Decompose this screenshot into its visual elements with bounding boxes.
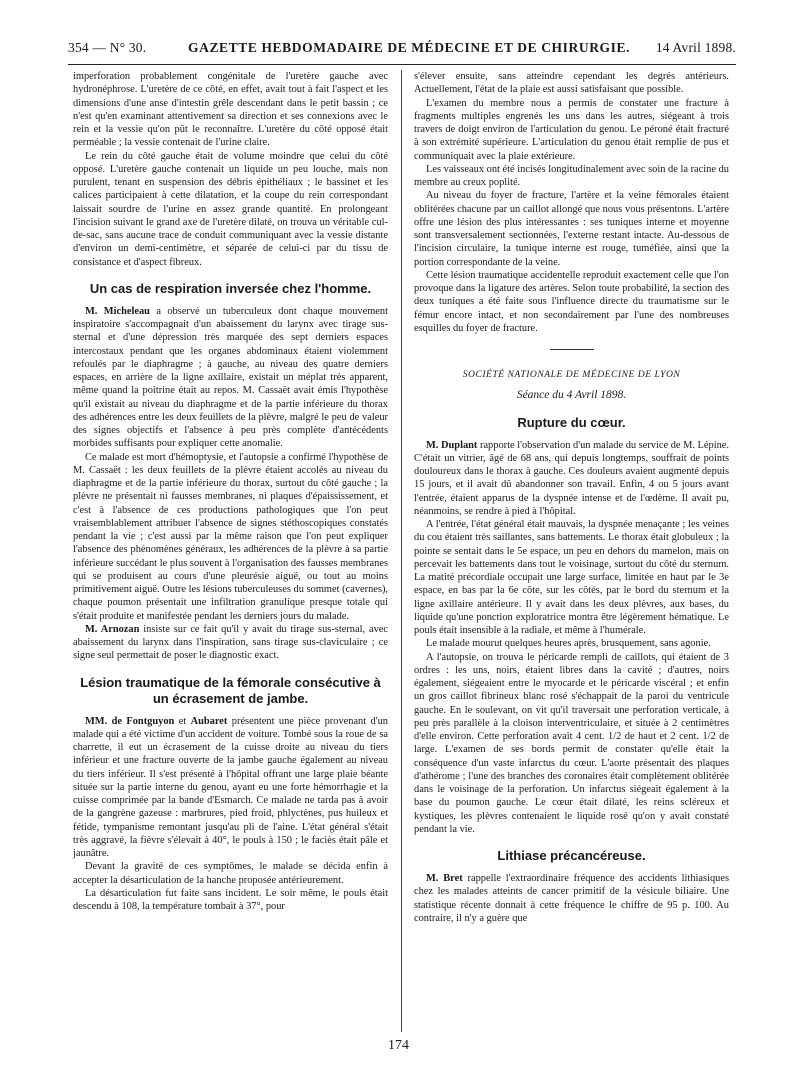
section-title: Rupture du cœur. [517, 414, 626, 430]
header-rule [68, 64, 736, 65]
paragraph: Devant la gravité de ces symptômes, le malade se décida enfin à accepter la désarticulation de la hanche proposée antérieurement. [73, 861, 388, 886]
paragraph: L'examen du membre nous a permis de constater une fracture à fragments multiples engrenés les uns dans les autres, siégeant à trois travers de doigt environ de l'articulation du genou. Le péroné était fracturé à son extrémité supérieure. L'articulation du genou était remplie de pus et communiquait avec la plaie extérieure. [414, 97, 729, 162]
society-heading: SOCIÉTÉ NATIONALE DE MÉDECINE DE LYON [462, 369, 681, 380]
session-date: Séance du 4 Avril 1898. [516, 389, 627, 402]
page-number: 174 [388, 1038, 409, 1053]
section-title: Lésion traumatique de la fémorale consécutive à un écrasement de jambe. [80, 674, 381, 706]
paragraph-text: rapporte l'observation d'un malade du service de M. Lépine. C'était un vitrier, âgé de 68 ans, qui depuis longtemps, souffrait de points douloureux dans le thorax à gauche. Ces douleurs avaient augmenté depuis 15 jours, et il avait dû abandonner son travail. Enfin, 4 ou 5 jours avant l'entrée, étaient apparus de la dyspnée intense et de l'œdème. Il avait pu, néanmoins, se rendre à pied à l'hôpital. [414, 439, 729, 517]
paragraph [73, 623, 388, 663]
paragraph: Le malade mourut quelques heures après, brusquement, sans agonie. [426, 638, 711, 650]
paragraph-text: rappelle l'extraordinaire fréquence des accidents lithiasiques chez les malades atteints de cancer primitif de la vésicule biliaire. Une statistique récente donnait à cette fréquence le chiffre de 95 p. 100. Au contraire, il n'y a guère que [414, 873, 729, 924]
paragraph: Le rein du côté gauche était de volume moindre que celui du côté opposé. L'uretère gauche contenait un liquide un peu louche, mais non purulent, tenant en suspension des débris épithéliaux ; le bassinet et les calices participaient à cette dilatation, et la coupe du rein correspondant laissait sourdre de l'urine en assez grande quantité. En prolongeant l'incision suivant le grand axe de l'uretère dilaté, on trouva un véritable cul-de-sac, sans aucune trace de conduit communiquant avec la vessie distante d'environ un demi-centimètre, et séparée de celui-ci par du tissu de consistance et d'aspect fibreux. [73, 150, 388, 268]
conjunction: et [174, 715, 191, 727]
paragraph [414, 439, 729, 519]
paragraph [414, 872, 729, 925]
speaker-name: MM. de Fontguyon [85, 715, 175, 727]
issue-number: 354 — N° 30. [68, 40, 147, 55]
speaker-name: M. Arnozan [85, 623, 140, 635]
section-separator [550, 349, 594, 350]
right-column [414, 70, 729, 925]
issue-date: 14 Avril 1898. [655, 40, 736, 55]
paragraph: A l'entrée, l'état général était mauvais, la dyspnée menaçante ; les veines du cou étaient très saillantes, sans battements. Le thorax était globuleux ; la pointe se sentait dans le 5e espace, un peu en dehors du mamelon, mais on percevait les battements dans tout le voisinage, surtout du côté du sternum. La matité précordiale occupait une large surface, limitée en haut par le 3e espace, en bas par la 6e côte, sur les côtés, par le bord du sternum et la ligne axillaire antérieure. Il y avait dans les deux plèvres, aux bases, du liquide qu'une ponction exploratrice montra être légèrement hématique. Le pouls était insensible à la radiale, et même à l'humérale. [414, 519, 729, 636]
paragraph: La désarticulation fut faite sans incident. Le soir même, le pouls était descendu à 108, la température tombait à 37°, pour [73, 887, 388, 912]
section-title: Un cas de respiration inversée chez l'homme. [89, 280, 372, 296]
paragraph-text: a observé un tuberculeux dont chaque mouvement inspiratoire s'accompagnait d'un abaissement du larynx avec tirage sus-sternal et d'une dépression très marquée des sept derniers espaces intercostaux pendant que les organes abdominaux étaient violemment refoulés par le diaphragme ; à gauche, au niveau des quatre derniers espaces, en arrière de la ligne axillaire, existait un méplat très apparent, même quand la poitrine était au repos. M. Cassaët avait émis l'hypothèse qu'il existait au niveau du diaphragme et de la partie inférieure du thorax des adhérences entre les deux feuillets de la plèvre, malgré le peu de valeur des signes objectifs et l'absence à peu près complète d'antécédents morbides suffisants pour expliquer cette anomalie. [73, 305, 389, 450]
paragraph: Cette lésion traumatique accidentelle reproduit exactement celle que l'on provoque dans la ligature des artères. Selon toute probabilité, la section des deux tuniques a été faite sous l'influence directe du traumatisme sur le fémur encore intact, et non secondairement par l'une des nombreuses esquilles du foyer de fracture. [414, 269, 729, 334]
running-header [68, 40, 736, 64]
speaker-name: M. Micheleau [85, 305, 150, 317]
paragraph: Ce malade est mort d'hémoptysie, et l'autopsie a confirmé l'hypothèse de M. Cassaët : les deux feuillets de la plèvre étaient accolés au niveau du diaphragme et de la partie inférieure du thorax, surtout du côté gauche ; la plèvre ne présentait ni fausses membranes, ni plaques d'épaississement, et c'est à l'absence de ces productions pathologiques que l'on peut vraisemblablement attribuer l'absence de signes stéthoscopiques constatés pendant la vie ; c'est aussi par la même raison que l'on peut expliquer l'absence des phénomènes généraux, les adhérences de la plèvre à sa partie inférieure succédant le plus souvent à l'organisation des fausses membranes qui se produisent au cours d'une pleurésie aiguë, ou tout au moins primitivement aiguë. Outre les lésions tuberculeuses du sommet (cavernes), chaque poumon présentait une infiltration granulique presque totale qui s'était produite et manifestée pendant les derniers jours du malade. [73, 451, 388, 622]
section-title: Lithiase précancéreuse. [497, 848, 646, 863]
paragraph: s'élever ensuite, sans atteindre cependant les degrés antérieurs. Actuellement, l'état de la plaie est aussi satisfaisant que possible. [414, 71, 729, 96]
column-divider [401, 70, 402, 1032]
paragraph [73, 305, 388, 451]
left-column [73, 70, 388, 913]
paragraph-text: présentent une pièce provenant d'un malade qui a été victime d'un accident de voiture. Tombé sous la roue de sa charrette, il eut un écrasement de la cuisse droite au niveau du tiers inférieur et une fracture ouverte de la jambe gauche également au niveau du tiers inférieur. Il s'est présenté à l'hôpital offrant une large plaie béante située sur la partie interne du genou, ayant eu une forte hémorrhagie et la cuisse comprimée par la bande d'Esmarch. Ce malade ne tarda pas à avoir de la gangrène gazeuse : marbrures, pied froid, phlyctènes, pus huileux et fétide, tympanisme remontant jusqu'au pli de l'aine. L'état général s'était très aggravé, la fièvre s'élevait à 40°, le pouls à 150 ; le faciès était pâle et jaunâtre. [73, 715, 388, 859]
paragraph: A l'autopsie, on trouva le péricarde rempli de caillots, qui étaient de 3 ordres : les uns, noirs, étaient libres dans la cavité ; d'autres, noirs également, siégeaient entre le myocarde et le péricarde viscéral ; et enfin un gros caillot fibrineux blanc rosé s'échappait de la paroi du ventricule gauche. En le soulevant, on vit qu'il traversait une perforation verticale, à peu près parallèle à la cloison interventriculaire, et située à 2 centimètres d'elle environ. Cette perforation avait 4 cent. 1/2 de haut et 2 cent. 1/2 de large. L'examen de ses bords permit de constater qu'elle était la conséquence d'un vaste infarctus du cœur. L'aorte présentait des plaques d'athérome ; l'une des branches des coronaires était complètement oblitérée dans le voisinage de la perforation. Un infarctus siégeait également à la base du poumon gauche. Le cœur était dilaté, les reins scléreux et kystiques, les plèvres contenaient le liquide rosé qu'on y avait constaté pendant la vie. [414, 651, 729, 835]
paragraph-text: insiste sur ce fait qu'il y avait du tirage sus-sternal, avec abaissement du larynx dans l'inspiration, sans tirage sus-claviculaire ; ce signe seul permettait de poser le diagnostic exact. [73, 623, 389, 662]
paragraph: Les vaisseaux ont été incisés longitudinalement avec soin de la racine du membre au creux poplité. [414, 163, 729, 188]
speaker-name: M. Duplant [426, 439, 478, 451]
paragraph: imperforation probablement congénitale de l'uretère gauche avec hydronéphrose. L'uretère de ce côté, en effet, avait tout à fait l'aspect et les dimensions d'une anse d'intestin grêle descendant dans le petit bassin ; ce n'est qu'en examinant attentivement sa direction et ses connexions avec le rein et la vessie qu'on pût le reconnaître. L'uretère du côté opposé était perméable ; la vessie contenait de l'urine claire. [73, 71, 388, 149]
paragraph: Au niveau du foyer de fracture, l'artère et la veine fémorales étaient oblitérées chacune par un caillot allongé que nous vous présentons. L'artère offre une lésion des plus intéressantes : ses tuniques interne et moyenne sont transversalement sectionnées, l'externe restant intacte. Au-dessous de l'incision circulaire, la tunique interne est rouge, tuméfiée, ainsi que la portion correspondante de la veine. [414, 190, 729, 268]
paragraph [73, 715, 388, 861]
speaker-name: Aubaret [190, 715, 228, 727]
journal-title: GAZETTE HEBDOMADAIRE DE MÉDECINE ET DE CHIRURGIE. [188, 40, 631, 55]
speaker-name: M. Bret [426, 873, 463, 884]
